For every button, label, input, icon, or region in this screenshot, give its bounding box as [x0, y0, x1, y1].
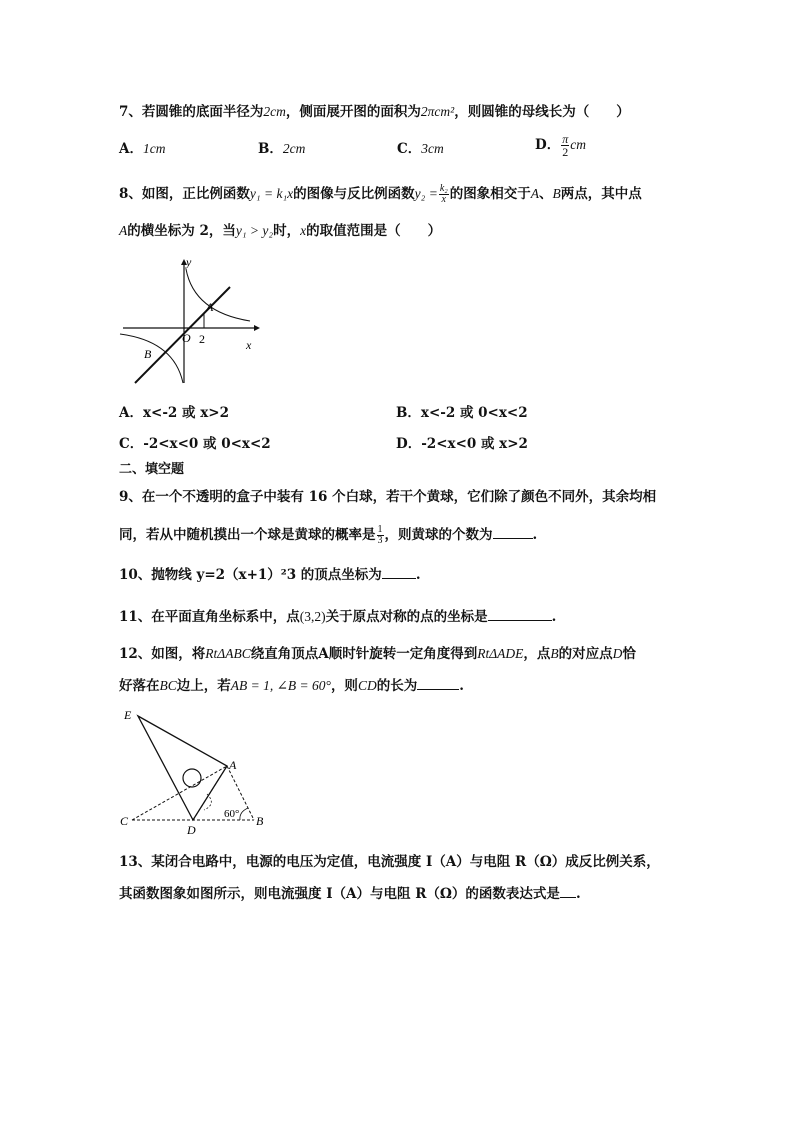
origin-label: O: [182, 331, 191, 345]
segment-ca: [132, 766, 227, 820]
question-11-number: 11、: [119, 609, 152, 625]
inverse-function-fraction: $\frac{\text{k₂}}{x}$: [439, 183, 448, 205]
answer-blank-q12[interactable]: [417, 677, 459, 690]
q7-option-b: B．2cm: [258, 141, 306, 157]
point-coordinates: (3,2): [299, 609, 326, 624]
label-a: A: [229, 758, 237, 772]
probability-fraction: $\frac{1}{3}$: [377, 524, 383, 546]
label-b: B: [256, 814, 264, 828]
q8-option-c: C．-2<x<0 或 0<x<2: [119, 436, 271, 452]
hyperbola-branch-1: [186, 269, 250, 321]
question-9-number: 9、: [119, 489, 142, 505]
label-e: E: [124, 708, 132, 722]
label-c: C: [120, 814, 129, 828]
question-11: 11、在平面直角坐标系中，点(3,2)关于原点对称的点的坐标是 .: [119, 609, 557, 625]
q8-option-b: B．x<-2 或 0<x<2: [396, 405, 528, 421]
q7-option-d: D． $\frac{\pi}{2}$ cm: [535, 132, 586, 159]
question-8-number: 8、: [119, 186, 142, 202]
rotation-marker-circle: [183, 769, 201, 787]
q7-d-fraction: $\frac{\pi}{2}$: [562, 132, 569, 159]
point-b-label: B: [144, 347, 152, 361]
angle-b-arc: [240, 808, 248, 820]
angle-label: 60°: [224, 808, 240, 820]
q7-option-c: C．3cm: [397, 141, 444, 157]
label-d: D: [187, 823, 196, 837]
question-8-line-2: A的横坐标为 2，当y₁ > y₂时，x的取值范围是（ ）: [119, 223, 442, 239]
answer-blank-q13[interactable]: [560, 885, 576, 898]
q8-option-a: A．x<-2 或 x>2: [119, 405, 229, 421]
answer-blank-q11[interactable]: [488, 608, 552, 621]
point-a-label: A: [206, 300, 214, 314]
question-10-number: 10、: [119, 567, 152, 583]
question-7-number: 7、: [119, 104, 142, 120]
answer-blank-q10[interactable]: [382, 566, 416, 579]
q7-option-a: A．1cm: [119, 141, 166, 157]
question-12-line-1: 12、如图，将RtΔABC绕直角顶点A顺时针旋转一定角度得到RtΔADE，点B的对应点D恰: [119, 646, 636, 662]
tick-label-2: 2: [199, 332, 205, 346]
question-10: 10、抛物线 y=2（x+1）²3 的顶点坐标为 .: [119, 567, 421, 583]
question-12-line-2: 好落在BC边上，若AB = 1, ∠B = 60°，则CD的长为 .: [119, 678, 464, 694]
direct-function: y₁ = k₁x: [249, 186, 294, 201]
q8-option-d: D．-2<x<0 或 x>2: [396, 436, 528, 452]
inequality-condition: y₁ > y₂: [235, 223, 274, 238]
question-13-number: 13、: [119, 854, 152, 870]
q8-function-graph: [118, 255, 263, 387]
question-7: 7、若圆锥的底面半径为2cm，侧面展开图的面积为2πcm²，则圆锥的母线长为（ ）: [119, 104, 630, 120]
hyperbola-branch-2: [120, 334, 183, 383]
question-8-line-1: 8、如图，正比例函数y₁ = k₁x的图像与反比例函数y₂ = $\frac{\text{k₂}}{x}$ 的图象相交于A、B两点，其中点: [119, 183, 642, 205]
triangle-ade: [138, 716, 227, 820]
lateral-area: 2πcm²: [420, 104, 455, 119]
given-conditions: AB = 1, ∠B = 60°: [230, 678, 331, 693]
question-13-line-1: 13、某闭合电路中，电源的电压为定值，电流强度 I（A）与电阻 R（Ω）成反比例关系，: [119, 854, 660, 870]
q12-triangle-figure: [112, 704, 272, 839]
x-axis-label: x: [246, 338, 252, 352]
section-heading-fill-in: 二、填空题: [119, 462, 185, 477]
y-axis-label: y: [186, 255, 192, 269]
answer-blank-q9[interactable]: [493, 526, 533, 539]
question-13-line-2: 其函数图象如图所示，则电流强度 I（A）与电阻 R（Ω）的函数表达式是 .: [119, 886, 581, 902]
question-9-line-1: 9、在一个不透明的盒子中装有 16 个白球，若干个黄球，它们除了颜色不同外，其余均相: [119, 489, 657, 505]
radius: 2cm: [263, 104, 286, 119]
x-axis-arrow: [254, 325, 260, 331]
question-12-number: 12、: [119, 646, 152, 662]
question-9-line-2: 同，若从中随机摸出一个球是黄球的概率是 $\frac{1}{3}$ ，则黄球的个数为 .: [119, 524, 538, 546]
